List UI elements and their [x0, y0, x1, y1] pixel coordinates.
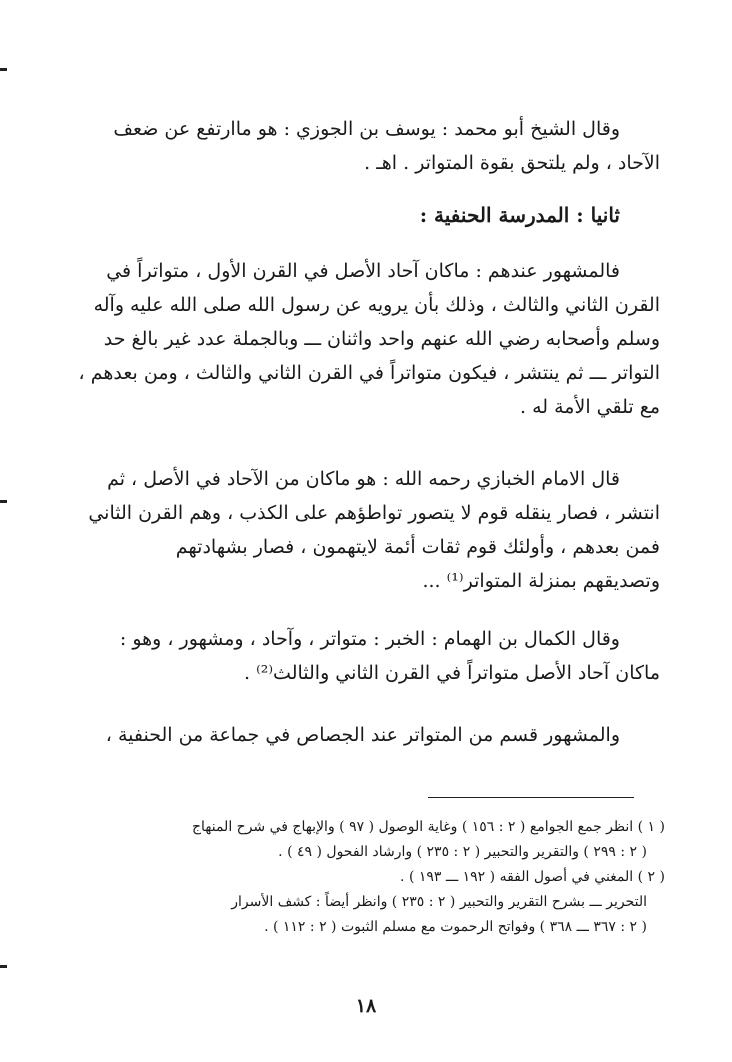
text-line: وتصديقهم بمنزلة المتواتر⁽¹⁾ ... — [422, 570, 660, 592]
page-number: ١٨ — [355, 995, 377, 1017]
text-line: قال الامام الخبازي رحمه الله : هو ماكان من الآحاد في الأصل ، ثم — [107, 468, 620, 490]
text-line: انتشر ، فصار ينقله قوم لا يتصور تواطؤهم على الكذب ، وهم القرن الثاني — [88, 502, 660, 524]
text-line: فمن بعدهم ، وأولئك قوم ثقات أئمة لايتهمون ، فصار بشهادتهم — [175, 536, 660, 558]
text-line: وسلم وأصحابه رضي الله عنهم واحد واثنان ـــ وبالجملة عدد غير بالغ حد — [103, 328, 660, 350]
footnote-line: ( ٢ : ٣٦٧ ـــ ٣٦٨ ) وفواتح الرحموت مع مسلم الثبوت ( ٢ : ١١٢ ) . — [264, 919, 647, 935]
text-line: وقال الشيخ أبو محمد : يوسف بن الجوزي : هو ماارتفع عن ضعف — [113, 118, 620, 140]
text-line: القرن الثاني والثالث ، وذلك بأن يرويه عن رسول الله صلى الله عليه وآله — [93, 294, 660, 316]
text-line: التواتر ـــ ثم ينتشر ، فيكون متواتراً في القرن الثاني والثالث ، ومن بعدهم ، — [78, 362, 660, 384]
margin-mark — [0, 68, 7, 71]
footnote-divider — [428, 797, 634, 798]
text-line: فالمشهور عندهم : ماكان آحاد الأصل في القرن الأول ، متواتراً في — [106, 260, 620, 282]
section-heading: ثانيا : المدرسة الحنفية : — [419, 203, 620, 227]
footnotes — [75, 815, 665, 940]
text-line: ماكان آحاد الأصل متواتراً في القرن الثاني والثالث⁽²⁾ . — [244, 662, 660, 684]
footnote-line: ( ١ ) انظر جمع الجوامع ( ٢ : ١٥٦ ) وغاية الوصول ( ٩٧ ) والإبهاج في شرح المنهاج — [191, 819, 665, 835]
margin-mark — [0, 965, 7, 968]
paragraph-khabbazi — [70, 462, 660, 598]
text-line: وقال الكمال بن الهمام : الخبر : متواتر ، وآحاد ، ومشهور ، وهو : — [119, 628, 620, 650]
text-line: والمشهور قسم من المتواتر عند الجصاص في جماعة من الحنفية ، — [105, 724, 620, 746]
margin-mark — [0, 500, 7, 503]
paragraph-ibn-aljawzi — [70, 112, 660, 180]
footnote-line: ( ٢ : ٢٩٩ ) والتقرير والتحبير ( ٢ : ٢٣٥ ) وارشاد الفحول ( ٤٩ ) . — [278, 844, 647, 860]
text-line: مع تلقي الأمة له . — [520, 396, 660, 418]
paragraph-hanafi-definition — [70, 254, 660, 424]
text-line: الآحاد ، ولم يلتحق بقوة المتواتر . اهـ . — [364, 152, 660, 174]
footnote-line: التحرير ـــ بشرح التقرير والتحبير ( ٢ : ٢٣٥ ) وانظر أيضاً : كشف الأسرار — [231, 894, 647, 910]
paragraph-jassas — [70, 718, 660, 752]
paragraph-kamal-ibn-humam — [70, 622, 660, 690]
footnote-line: ( ٢ ) المغني في أصول الفقه ( ١٩٢ ـــ ١٩٣ ) . — [400, 869, 665, 885]
